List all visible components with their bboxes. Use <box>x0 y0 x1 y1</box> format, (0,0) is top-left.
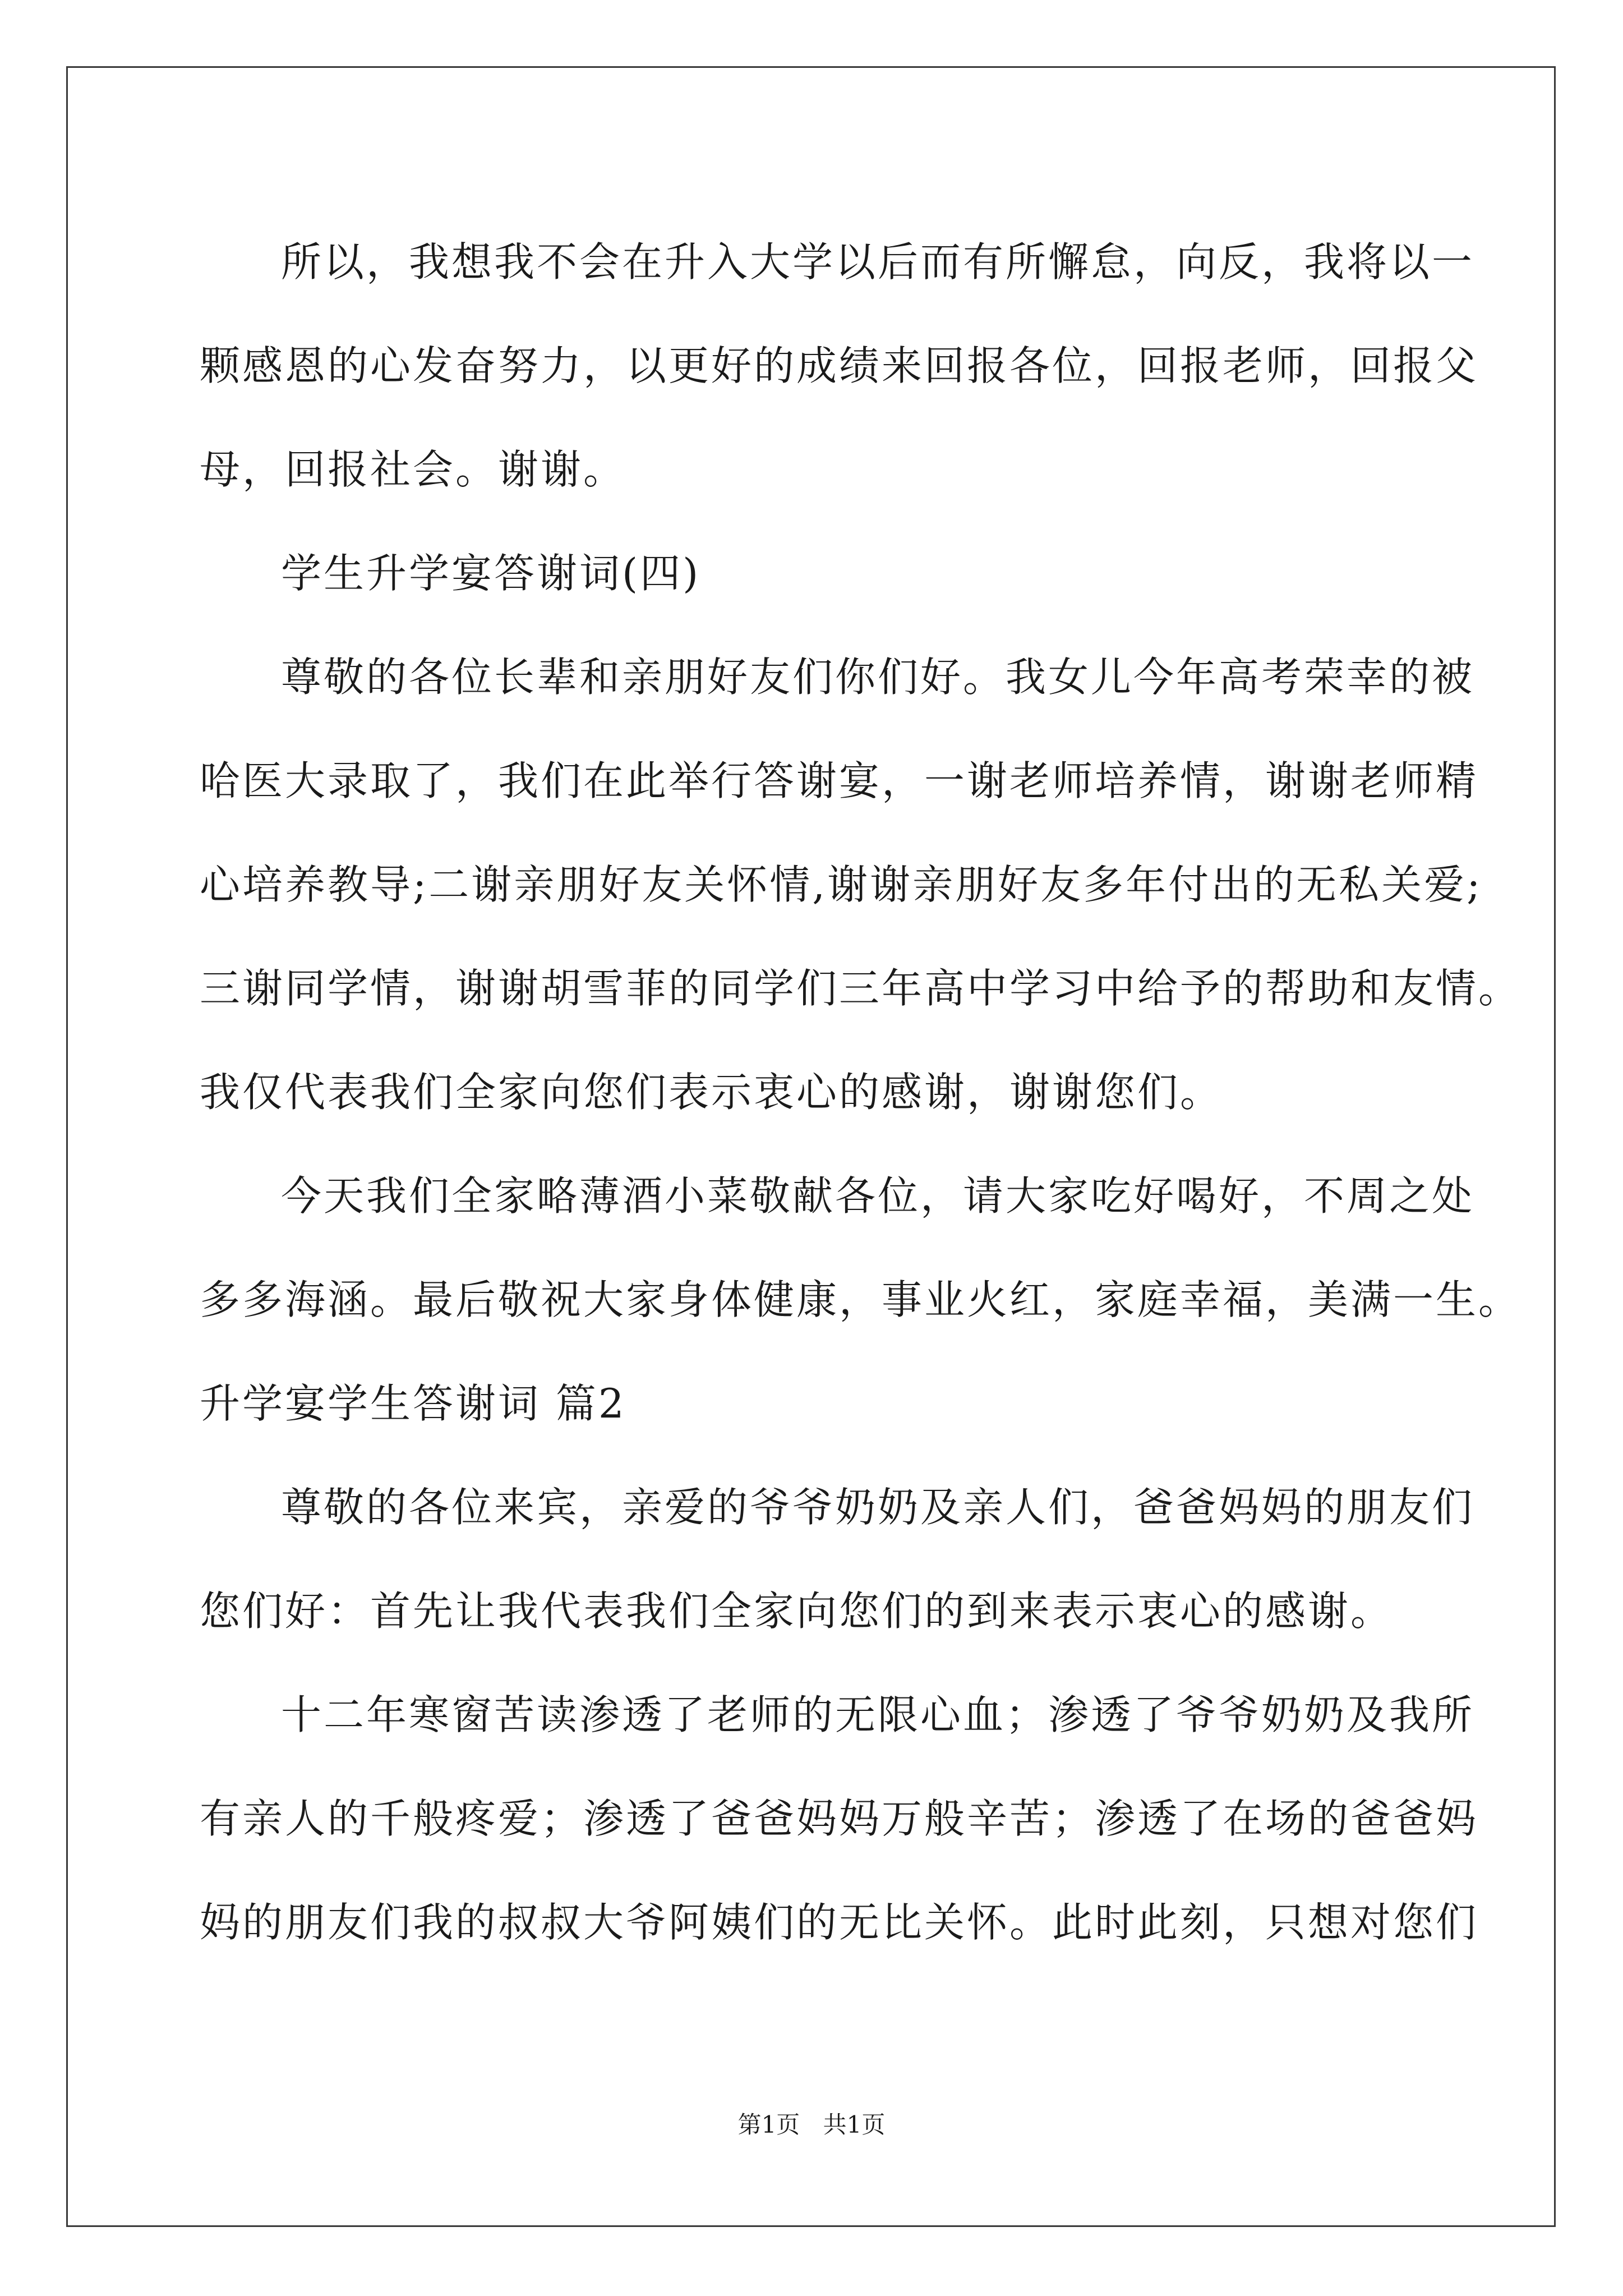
text-line: 今天我们全家略薄酒小菜敬献各位，请大家吃好喝好，不周之处 <box>281 1172 1475 1220</box>
text-line: 您们好：首先让我代表我们全家向您们的到来表示衷心的感谢。 <box>200 1588 1394 1635</box>
text-line: 我仅代表我们全家向您们表示衷心的感谢，谢谢您们。 <box>200 1069 1223 1116</box>
text-line: 妈的朋友们我的叔叔大爷阿姨们的无比关怀。此时此刻，只想对您们 <box>200 1899 1479 1946</box>
section-heading: 升学宴学生答谢词 篇2 <box>200 1380 626 1427</box>
text-line: 尊敬的各位长辈和亲朋好友们你们好。我女儿今年高考荣幸的被 <box>281 654 1475 701</box>
text-line: 所以，我想我不会在升入大学以后而有所懈怠，向反，我将以一 <box>281 238 1475 286</box>
text-line: 颗感恩的心发奋努力，以更好的成绩来回报各位，回报老师，回报父 <box>200 342 1479 389</box>
text-line: 多多海涵。最后敬祝大家身体健康，事业火红，家庭幸福，美满一生。 <box>200 1276 1521 1323</box>
document-body <box>200 210 1521 1975</box>
page-footer <box>0 2106 1623 2140</box>
text-line: 尊敬的各位来宾，亲爱的爷爷奶奶及亲人们，爸爸妈妈的朋友们 <box>281 1484 1475 1531</box>
section-heading: 学生升学宴答谢词(四) <box>281 550 701 597</box>
text-line: 有亲人的千般疼爱；渗透了爸爸妈妈万般辛苦；渗透了在场的爸爸妈 <box>200 1795 1479 1842</box>
text-line: 三谢同学情，谢谢胡雪菲的同学们三年高中学习中给予的帮助和友情。 <box>200 965 1521 1012</box>
text-line: 心培养教导;二谢亲朋好友关怀情,谢谢亲朋好友多年付出的无私关爱; <box>200 861 1483 908</box>
page-number-current: 第1页 <box>737 2111 800 2138</box>
text-line: 哈医大录取了，我们在此举行答谢宴，一谢老师培养情，谢谢老师精 <box>200 757 1479 804</box>
text-line: 母，回报社会。谢谢。 <box>200 446 626 493</box>
text-line: 十二年寒窗苦读渗透了老师的无限心血；渗透了爷爷奶奶及我所 <box>281 1691 1475 1738</box>
page-number-total: 共1页 <box>823 2111 886 2138</box>
